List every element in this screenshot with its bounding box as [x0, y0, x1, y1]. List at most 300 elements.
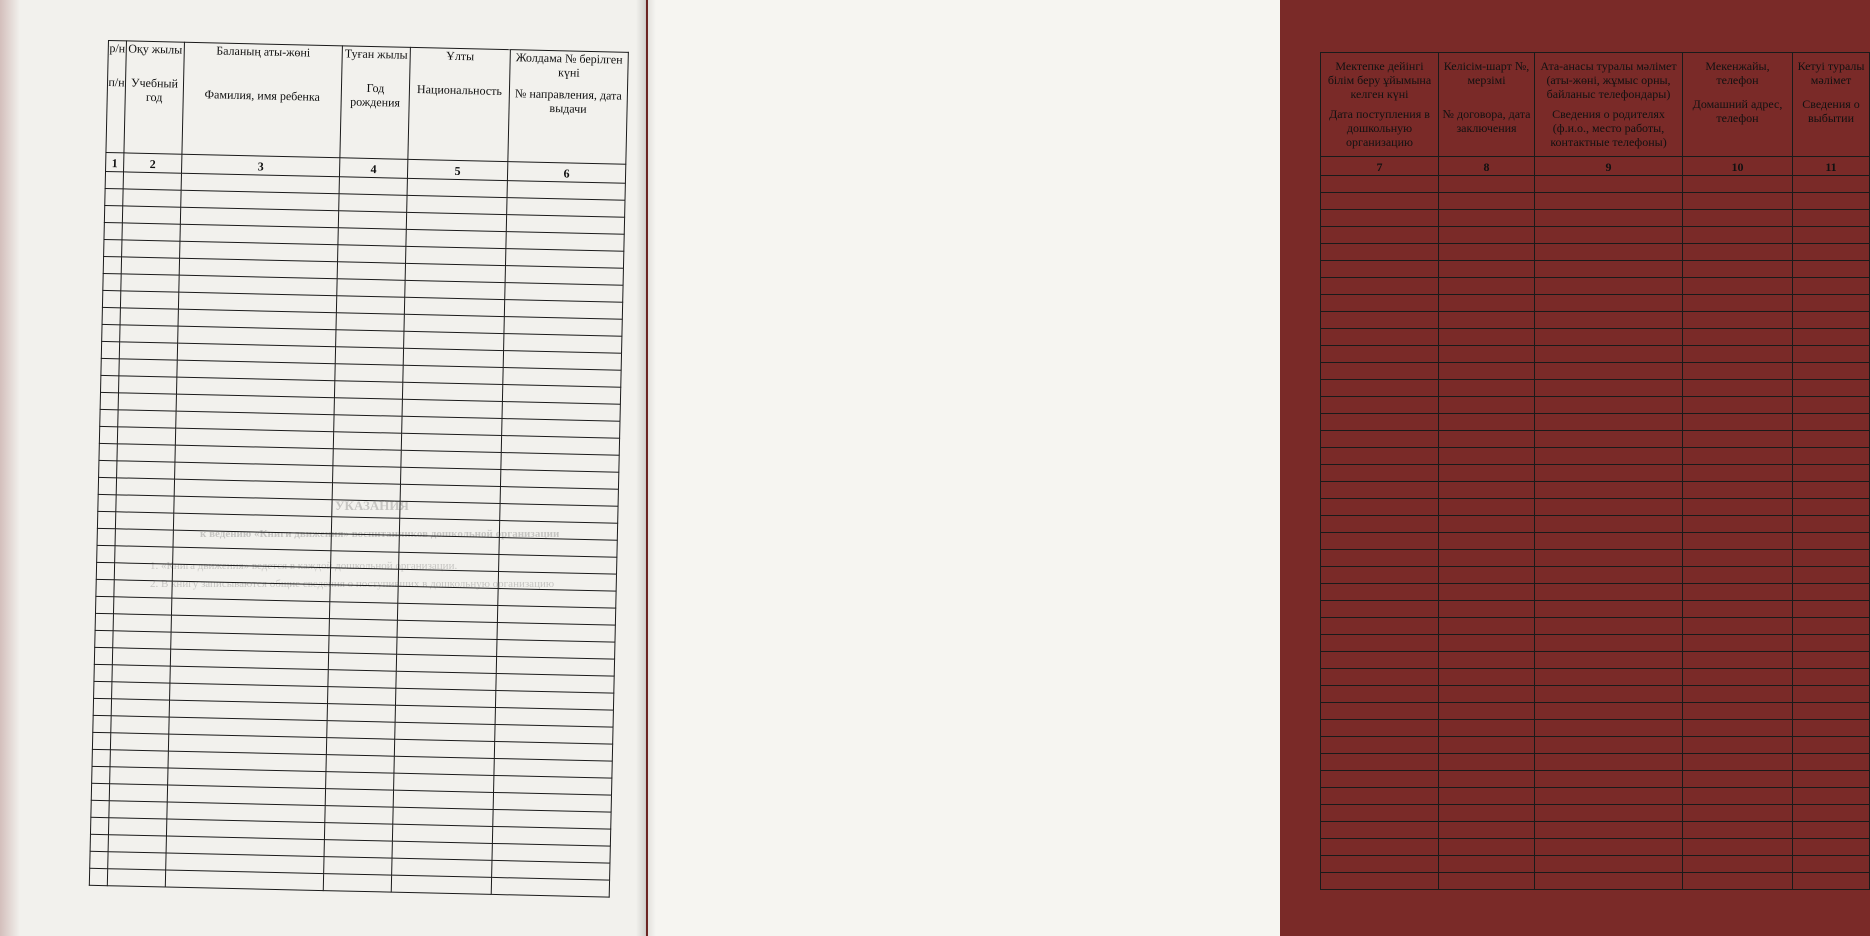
table-cell[interactable]: [1535, 329, 1683, 346]
table-cell[interactable]: [1321, 278, 1439, 295]
table-cell[interactable]: [105, 188, 123, 205]
table-cell[interactable]: [1683, 686, 1793, 703]
table-cell[interactable]: [1683, 244, 1793, 261]
table-cell[interactable]: [1439, 703, 1535, 720]
table-cell[interactable]: [1793, 363, 1870, 380]
table-cell[interactable]: [1683, 346, 1793, 363]
table-cell[interactable]: [1321, 618, 1439, 635]
table-cell[interactable]: [1321, 805, 1439, 822]
table-cell[interactable]: [337, 279, 405, 298]
table-cell[interactable]: [1439, 533, 1535, 550]
table-cell[interactable]: [1793, 210, 1870, 227]
table-cell[interactable]: [1793, 720, 1870, 737]
table-cell[interactable]: [114, 563, 172, 581]
table-cell[interactable]: [122, 206, 180, 224]
table-cell[interactable]: [1321, 499, 1439, 516]
table-cell[interactable]: [117, 461, 175, 479]
table-cell[interactable]: [96, 562, 114, 579]
table-cell[interactable]: [1439, 805, 1535, 822]
table-cell[interactable]: [1439, 618, 1535, 635]
table-cell[interactable]: [391, 875, 491, 894]
table-cell[interactable]: [104, 222, 122, 239]
table-cell[interactable]: [1535, 771, 1683, 788]
table-cell[interactable]: [107, 869, 165, 887]
table-cell[interactable]: [1321, 788, 1439, 805]
table-cell[interactable]: [117, 444, 175, 462]
table-cell[interactable]: [336, 330, 404, 349]
table-cell[interactable]: [1793, 329, 1870, 346]
table-cell[interactable]: [91, 783, 109, 800]
table-cell[interactable]: [89, 868, 107, 885]
table-cell[interactable]: [1439, 312, 1535, 329]
table-cell[interactable]: [101, 358, 119, 375]
table-cell[interactable]: [1683, 295, 1793, 312]
table-cell[interactable]: [116, 478, 174, 496]
table-cell[interactable]: [1683, 771, 1793, 788]
table-cell[interactable]: [1793, 754, 1870, 771]
table-cell[interactable]: [1683, 261, 1793, 278]
table-cell[interactable]: [1683, 550, 1793, 567]
table-cell[interactable]: [339, 194, 407, 213]
table-cell[interactable]: [1321, 635, 1439, 652]
table-cell[interactable]: [1321, 720, 1439, 737]
table-cell[interactable]: [1683, 516, 1793, 533]
table-cell[interactable]: [1535, 227, 1683, 244]
table-cell[interactable]: [327, 721, 395, 740]
table-cell[interactable]: [329, 636, 397, 655]
table-cell[interactable]: [1535, 261, 1683, 278]
table-cell[interactable]: [1321, 856, 1439, 873]
table-cell[interactable]: [1321, 737, 1439, 754]
table-cell[interactable]: [120, 325, 178, 343]
table-cell[interactable]: [328, 687, 396, 706]
table-cell[interactable]: [328, 670, 396, 689]
table-cell[interactable]: [110, 750, 168, 768]
table-cell[interactable]: [327, 704, 395, 723]
table-cell[interactable]: [1439, 414, 1535, 431]
table-cell[interactable]: [99, 443, 117, 460]
table-cell[interactable]: [97, 528, 115, 545]
table-cell[interactable]: [1793, 856, 1870, 873]
table-cell[interactable]: [94, 681, 112, 698]
table-cell[interactable]: [1793, 686, 1870, 703]
table-cell[interactable]: [109, 784, 167, 802]
table-cell[interactable]: [94, 647, 112, 664]
table-cell[interactable]: [1535, 805, 1683, 822]
table-cell[interactable]: [103, 273, 121, 290]
table-cell[interactable]: [103, 256, 121, 273]
table-cell[interactable]: [104, 239, 122, 256]
table-cell[interactable]: [1793, 261, 1870, 278]
table-cell[interactable]: [1535, 244, 1683, 261]
table-cell[interactable]: [1535, 567, 1683, 584]
table-cell[interactable]: [1535, 737, 1683, 754]
table-cell[interactable]: [1535, 533, 1683, 550]
table-cell[interactable]: [1535, 380, 1683, 397]
table-cell[interactable]: [1321, 380, 1439, 397]
table-cell[interactable]: [333, 449, 401, 468]
table-cell[interactable]: [95, 596, 113, 613]
table-cell[interactable]: [1793, 618, 1870, 635]
table-cell[interactable]: [1321, 448, 1439, 465]
table-cell[interactable]: [1793, 652, 1870, 669]
table-cell[interactable]: [1321, 516, 1439, 533]
table-cell[interactable]: [330, 568, 398, 587]
table-cell[interactable]: [113, 631, 171, 649]
table-cell[interactable]: [1535, 618, 1683, 635]
table-cell[interactable]: [1439, 261, 1535, 278]
table-cell[interactable]: [1683, 635, 1793, 652]
table-cell[interactable]: [1683, 363, 1793, 380]
table-cell[interactable]: [1321, 295, 1439, 312]
table-cell[interactable]: [1535, 720, 1683, 737]
table-cell[interactable]: [108, 852, 166, 870]
table-cell[interactable]: [1683, 601, 1793, 618]
table-cell[interactable]: [90, 817, 108, 834]
table-cell[interactable]: [324, 857, 392, 876]
table-cell[interactable]: [1683, 618, 1793, 635]
table-cell[interactable]: [1535, 414, 1683, 431]
table-cell[interactable]: [99, 460, 117, 477]
table-cell[interactable]: [122, 240, 180, 258]
table-cell[interactable]: [1683, 533, 1793, 550]
table-cell[interactable]: [1683, 176, 1793, 193]
table-cell[interactable]: [1535, 839, 1683, 856]
table-cell[interactable]: [100, 392, 118, 409]
table-cell[interactable]: [326, 772, 394, 791]
table-cell[interactable]: [99, 426, 117, 443]
table-cell[interactable]: [1439, 193, 1535, 210]
table-cell[interactable]: [1439, 788, 1535, 805]
table-cell[interactable]: [1439, 550, 1535, 567]
table-cell[interactable]: [1535, 295, 1683, 312]
table-cell[interactable]: [330, 585, 398, 604]
table-cell[interactable]: [1535, 686, 1683, 703]
table-cell[interactable]: [111, 716, 169, 734]
table-cell[interactable]: [112, 682, 170, 700]
table-cell[interactable]: [1321, 771, 1439, 788]
table-cell[interactable]: [1321, 703, 1439, 720]
table-cell[interactable]: [1321, 873, 1439, 890]
table-cell[interactable]: [120, 308, 178, 326]
table-cell[interactable]: [1321, 533, 1439, 550]
table-cell[interactable]: [115, 512, 173, 530]
table-cell[interactable]: [1321, 329, 1439, 346]
table-cell[interactable]: [1439, 295, 1535, 312]
table-cell[interactable]: [1439, 720, 1535, 737]
table-cell[interactable]: [1535, 312, 1683, 329]
table-cell[interactable]: [1439, 635, 1535, 652]
table-cell[interactable]: [1439, 686, 1535, 703]
table-cell[interactable]: [329, 602, 397, 621]
table-cell[interactable]: [1683, 448, 1793, 465]
table-cell[interactable]: [1683, 873, 1793, 890]
table-cell[interactable]: [115, 529, 173, 547]
table-cell[interactable]: [97, 511, 115, 528]
table-cell[interactable]: [1535, 584, 1683, 601]
table-cell[interactable]: [1535, 873, 1683, 890]
table-cell[interactable]: [1535, 397, 1683, 414]
table-cell[interactable]: [91, 800, 109, 817]
table-cell[interactable]: [93, 715, 111, 732]
table-cell[interactable]: [1793, 193, 1870, 210]
table-cell[interactable]: [1321, 584, 1439, 601]
table-cell[interactable]: [1535, 499, 1683, 516]
table-cell[interactable]: [1439, 397, 1535, 414]
table-cell[interactable]: [1683, 482, 1793, 499]
table-cell[interactable]: [1793, 550, 1870, 567]
table-cell[interactable]: [1683, 414, 1793, 431]
table-cell[interactable]: [1439, 346, 1535, 363]
table-cell[interactable]: [1793, 584, 1870, 601]
table-cell[interactable]: [1535, 703, 1683, 720]
table-cell[interactable]: [329, 619, 397, 638]
table-cell[interactable]: [1793, 669, 1870, 686]
table-cell[interactable]: [1439, 431, 1535, 448]
table-cell[interactable]: [102, 324, 120, 341]
table-cell[interactable]: [1321, 822, 1439, 839]
table-cell[interactable]: [121, 257, 179, 275]
table-cell[interactable]: [1683, 278, 1793, 295]
table-cell[interactable]: [331, 534, 399, 553]
table-cell[interactable]: [1535, 465, 1683, 482]
table-cell[interactable]: [122, 223, 180, 241]
table-cell[interactable]: [108, 818, 166, 836]
table-cell[interactable]: [1793, 295, 1870, 312]
table-cell[interactable]: [113, 597, 171, 615]
table-cell[interactable]: [1439, 584, 1535, 601]
table-cell[interactable]: [1793, 346, 1870, 363]
table-cell[interactable]: [1535, 601, 1683, 618]
table-cell[interactable]: [113, 614, 171, 632]
table-cell[interactable]: [123, 172, 181, 190]
table-cell[interactable]: [1793, 227, 1870, 244]
table-cell[interactable]: [111, 699, 169, 717]
table-cell[interactable]: [1321, 261, 1439, 278]
table-cell[interactable]: [110, 733, 168, 751]
table-cell[interactable]: [1321, 839, 1439, 856]
table-cell[interactable]: [109, 801, 167, 819]
table-cell[interactable]: [112, 648, 170, 666]
table-cell[interactable]: [1793, 635, 1870, 652]
table-cell[interactable]: [1683, 856, 1793, 873]
table-cell[interactable]: [1321, 482, 1439, 499]
table-cell[interactable]: [338, 245, 406, 264]
table-cell[interactable]: [1683, 737, 1793, 754]
table-cell[interactable]: [92, 749, 110, 766]
table-cell[interactable]: [1793, 822, 1870, 839]
table-cell[interactable]: [1439, 176, 1535, 193]
table-cell[interactable]: [1439, 482, 1535, 499]
table-cell[interactable]: [1793, 839, 1870, 856]
table-cell[interactable]: [1535, 346, 1683, 363]
table-cell[interactable]: [1321, 312, 1439, 329]
table-cell[interactable]: [1535, 516, 1683, 533]
table-cell[interactable]: [1439, 567, 1535, 584]
table-cell[interactable]: [324, 840, 392, 859]
table-cell[interactable]: [1535, 822, 1683, 839]
table-cell[interactable]: [1439, 465, 1535, 482]
table-cell[interactable]: [491, 877, 609, 897]
table-cell[interactable]: [326, 755, 394, 774]
table-cell[interactable]: [1321, 601, 1439, 618]
table-cell[interactable]: [1793, 533, 1870, 550]
table-cell[interactable]: [1321, 669, 1439, 686]
table-cell[interactable]: [95, 613, 113, 630]
table-cell[interactable]: [1793, 414, 1870, 431]
table-cell[interactable]: [331, 517, 399, 536]
table-cell[interactable]: [110, 767, 168, 785]
table-cell[interactable]: [1683, 431, 1793, 448]
table-cell[interactable]: [1535, 176, 1683, 193]
table-cell[interactable]: [96, 579, 114, 596]
table-cell[interactable]: [1793, 431, 1870, 448]
table-cell[interactable]: [332, 483, 400, 502]
table-cell[interactable]: [1535, 754, 1683, 771]
table-cell[interactable]: [1793, 771, 1870, 788]
table-cell[interactable]: [332, 500, 400, 519]
table-cell[interactable]: [1321, 210, 1439, 227]
table-cell[interactable]: [1321, 754, 1439, 771]
table-cell[interactable]: [108, 835, 166, 853]
table-cell[interactable]: [90, 834, 108, 851]
table-cell[interactable]: [1321, 652, 1439, 669]
table-cell[interactable]: [92, 766, 110, 783]
table-cell[interactable]: [92, 732, 110, 749]
table-cell[interactable]: [1439, 839, 1535, 856]
table-cell[interactable]: [1793, 516, 1870, 533]
table-cell[interactable]: [1321, 567, 1439, 584]
table-cell[interactable]: [1321, 176, 1439, 193]
table-cell[interactable]: [100, 409, 118, 426]
table-cell[interactable]: [1683, 788, 1793, 805]
table-cell[interactable]: [1535, 788, 1683, 805]
table-cell[interactable]: [338, 228, 406, 247]
table-cell[interactable]: [118, 393, 176, 411]
table-cell[interactable]: [98, 494, 116, 511]
table-cell[interactable]: [325, 789, 393, 808]
table-cell[interactable]: [1321, 346, 1439, 363]
table-cell[interactable]: [1535, 363, 1683, 380]
table-cell[interactable]: [119, 359, 177, 377]
table-cell[interactable]: [1683, 805, 1793, 822]
table-cell[interactable]: [1683, 210, 1793, 227]
table-cell[interactable]: [1321, 193, 1439, 210]
table-cell[interactable]: [97, 545, 115, 562]
table-cell[interactable]: [121, 274, 179, 292]
table-cell[interactable]: [98, 477, 116, 494]
table-cell[interactable]: [112, 665, 170, 683]
table-cell[interactable]: [1683, 754, 1793, 771]
table-cell[interactable]: [1683, 380, 1793, 397]
table-cell[interactable]: [331, 551, 399, 570]
table-cell[interactable]: [1439, 244, 1535, 261]
table-cell[interactable]: [1793, 567, 1870, 584]
table-cell[interactable]: [1683, 193, 1793, 210]
table-cell[interactable]: [1793, 244, 1870, 261]
table-cell[interactable]: [1439, 669, 1535, 686]
table-cell[interactable]: [118, 376, 176, 394]
table-cell[interactable]: [328, 653, 396, 672]
table-cell[interactable]: [123, 189, 181, 207]
table-cell[interactable]: [1683, 703, 1793, 720]
table-cell[interactable]: [1321, 363, 1439, 380]
table-cell[interactable]: [1535, 431, 1683, 448]
table-cell[interactable]: [1793, 601, 1870, 618]
table-cell[interactable]: [1793, 737, 1870, 754]
table-cell[interactable]: [1535, 482, 1683, 499]
table-cell[interactable]: [90, 851, 108, 868]
table-cell[interactable]: [1535, 278, 1683, 295]
table-cell[interactable]: [1535, 669, 1683, 686]
table-cell[interactable]: [1439, 652, 1535, 669]
table-cell[interactable]: [338, 211, 406, 230]
table-cell[interactable]: [1793, 397, 1870, 414]
table-cell[interactable]: [1439, 278, 1535, 295]
table-cell[interactable]: [1439, 363, 1535, 380]
table-cell[interactable]: [1439, 499, 1535, 516]
table-cell[interactable]: [1793, 873, 1870, 890]
table-cell[interactable]: [1439, 737, 1535, 754]
table-cell[interactable]: [1535, 210, 1683, 227]
table-cell[interactable]: [1683, 652, 1793, 669]
table-cell[interactable]: [119, 342, 177, 360]
table-cell[interactable]: [336, 313, 404, 332]
table-cell[interactable]: [335, 347, 403, 366]
table-cell[interactable]: [1439, 822, 1535, 839]
table-cell[interactable]: [120, 291, 178, 309]
table-cell[interactable]: [1683, 567, 1793, 584]
table-cell[interactable]: [1793, 805, 1870, 822]
table-cell[interactable]: [334, 415, 402, 434]
table-cell[interactable]: [1793, 176, 1870, 193]
table-cell[interactable]: [1793, 499, 1870, 516]
table-cell[interactable]: [1683, 822, 1793, 839]
table-cell[interactable]: [1439, 448, 1535, 465]
table-cell[interactable]: [326, 738, 394, 757]
table-cell[interactable]: [1793, 312, 1870, 329]
table-cell[interactable]: [115, 546, 173, 564]
table-cell[interactable]: [1321, 244, 1439, 261]
table-cell[interactable]: [1535, 635, 1683, 652]
table-cell[interactable]: [1793, 703, 1870, 720]
table-cell[interactable]: [95, 630, 113, 647]
table-cell[interactable]: [117, 427, 175, 445]
table-cell[interactable]: [1321, 431, 1439, 448]
table-cell[interactable]: [102, 307, 120, 324]
table-cell[interactable]: [1683, 720, 1793, 737]
table-cell[interactable]: [1439, 227, 1535, 244]
table-cell[interactable]: [335, 364, 403, 383]
table-cell[interactable]: [1793, 380, 1870, 397]
table-cell[interactable]: [1535, 550, 1683, 567]
table-cell[interactable]: [1793, 788, 1870, 805]
table-cell[interactable]: [1321, 227, 1439, 244]
table-cell[interactable]: [118, 410, 176, 428]
table-cell[interactable]: [1439, 771, 1535, 788]
table-cell[interactable]: [1683, 499, 1793, 516]
table-cell[interactable]: [1793, 278, 1870, 295]
table-cell[interactable]: [1683, 669, 1793, 686]
table-cell[interactable]: [1321, 550, 1439, 567]
table-cell[interactable]: [1439, 601, 1535, 618]
table-cell[interactable]: [94, 664, 112, 681]
table-cell[interactable]: [1321, 397, 1439, 414]
table-cell[interactable]: [1683, 465, 1793, 482]
table-cell[interactable]: [101, 341, 119, 358]
table-cell[interactable]: [339, 177, 407, 196]
table-cell[interactable]: [93, 698, 111, 715]
